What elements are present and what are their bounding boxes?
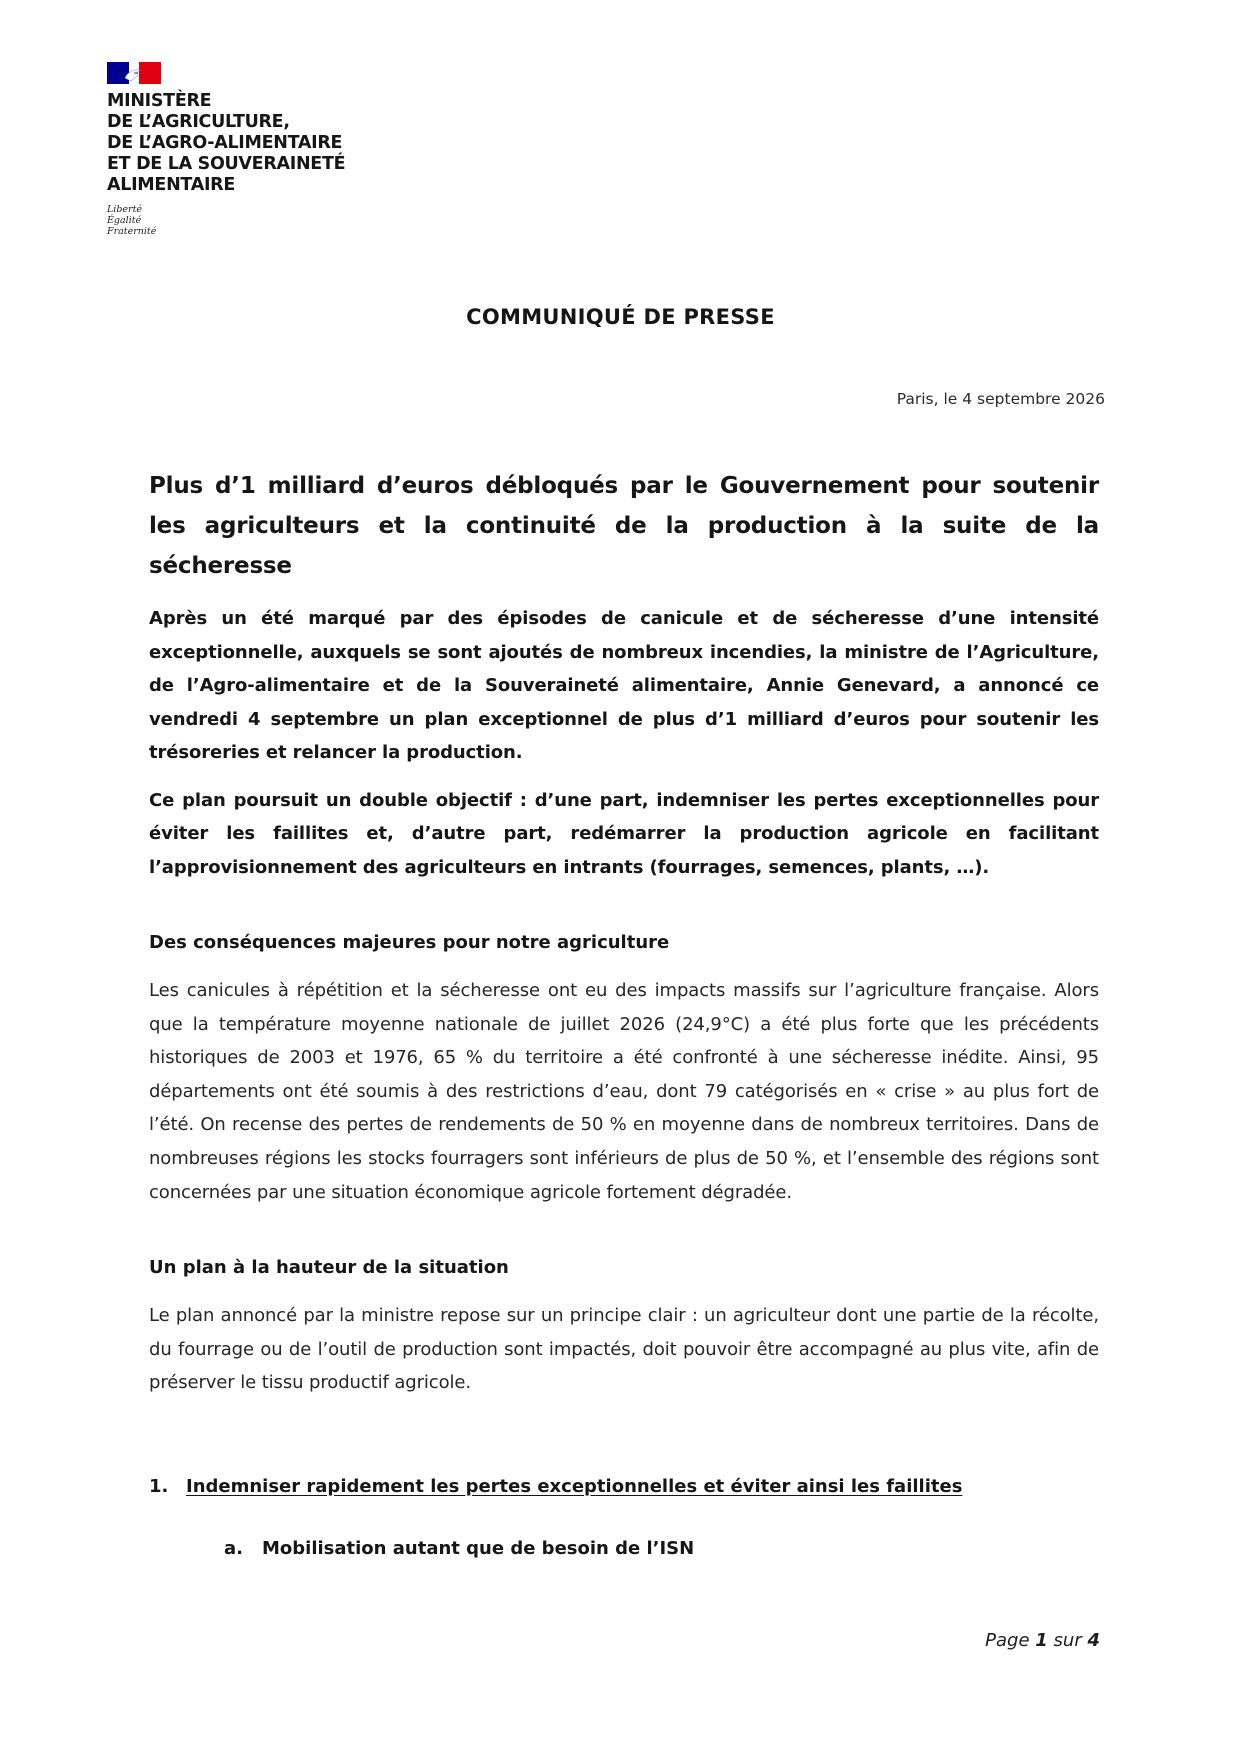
current-page: 1: [1035, 1630, 1048, 1651]
page-number: [985, 1630, 1100, 1651]
ministry-name-line: DE L’AGRO-ALIMENTAIRE: [107, 133, 343, 153]
headline: Plus d’1 milliard d’euros débloqués par le Gouvernement pour soutenir les agriculteurs et la continuité de la production à la suite de la sécheresse: [149, 473, 1099, 579]
list-number: 1.: [149, 1475, 169, 1497]
lettered-sub-item: [224, 1534, 1099, 1564]
lead-paragraph: Ce plan poursuit un double objectif : d’une part, indemniser les pertes exceptionnelles pour éviter les faillites et, d’autre part, redémarrer la production agricole en facilitant l’approvisionnement des agriculteurs en intrants (fourrages, semences, plants, …).: [149, 789, 1099, 878]
ministry-logo: [107, 62, 367, 237]
section-heading-consequences: Des conséquences majeures pour notre agriculture: [149, 932, 670, 953]
of-word: sur: [1053, 1630, 1082, 1651]
motto-line: Égalité: [107, 215, 142, 226]
ministry-name-line: ALIMENTAIRE: [107, 175, 235, 195]
motto-line: Fraternité: [107, 226, 157, 237]
total-pages: 4: [1087, 1630, 1100, 1651]
republic-motto: [107, 204, 367, 237]
press-release-title: COMMUNIQUÉ DE PRESSE: [466, 305, 775, 329]
release-date: Paris, le 4 septembre 2026: [896, 390, 1105, 408]
list-item-text: Indemniser rapidement les pertes exceptionnelles et éviter ainsi les faillites: [186, 1475, 963, 1497]
ministry-name-line: MINISTÈRE: [107, 91, 212, 111]
section-paragraph: Le plan annoncé par la ministre repose sur un principe clair : un agriculteur dont une partie de la récolte, du fourrage ou de l’outil de production sont impactés, doit pouvoir être accompagné au plus vite, afin de préserver le tissu productif agricole.: [149, 1305, 1099, 1394]
ministry-name-line: DE L’AGRICULTURE,: [107, 112, 290, 132]
release-body: [149, 466, 1099, 1564]
ministry-name-line: ET DE LA SOUVERAINETÉ: [107, 154, 346, 174]
ministry-name: [107, 91, 367, 196]
sub-item-text: Mobilisation autant que de besoin de l’ISN: [262, 1537, 695, 1559]
motto-line: Liberté: [107, 204, 143, 215]
marianne-flag-icon: [107, 62, 161, 84]
lead-paragraph: Après un été marqué par des épisodes de canicule et de sécheresse d’une intensité exceptionnelle, auxquels se sont ajoutés de nombreux incendies, la ministre de l’Agriculture, de l’Agro-alimentaire et de la Souveraineté alimentaire, Annie Genevard, a annoncé ce vendredi 4 septembre un plan exceptionnel de plus d’1 milliard d’euros pour soutenir les trésoreries et relancer la production.: [149, 608, 1099, 763]
page-word: Page: [985, 1630, 1030, 1651]
section-heading-plan: Un plan à la hauteur de la situation: [149, 1257, 509, 1279]
list-letter: a.: [224, 1537, 243, 1559]
section-paragraph: Les canicules à répétition et la sécheresse ont eu des impacts massifs sur l’agriculture française. Alors que la température moyenne nationale de juillet 2026 (24,9°C) a été plus forte que les précédents historiques de 2003 et 1976, 65 % du territoire a été confronté à une sécheresse inédite. Ainsi, 95 départements ont été soumis à des restrictions d’eau, dont 79 catégorisés en « crise » au plus fort de l’été. On recense des pertes de rendements de 50 % en moyenne dans de nombreux territoires. Dans de nombreuses régions les stocks fourragers sont inférieurs de plus de 50 %, et l’ensemble des régions sont concernées par une situation économique agricole fortement dégradée.: [149, 980, 1099, 1203]
numbered-list-item: [149, 1472, 1099, 1502]
